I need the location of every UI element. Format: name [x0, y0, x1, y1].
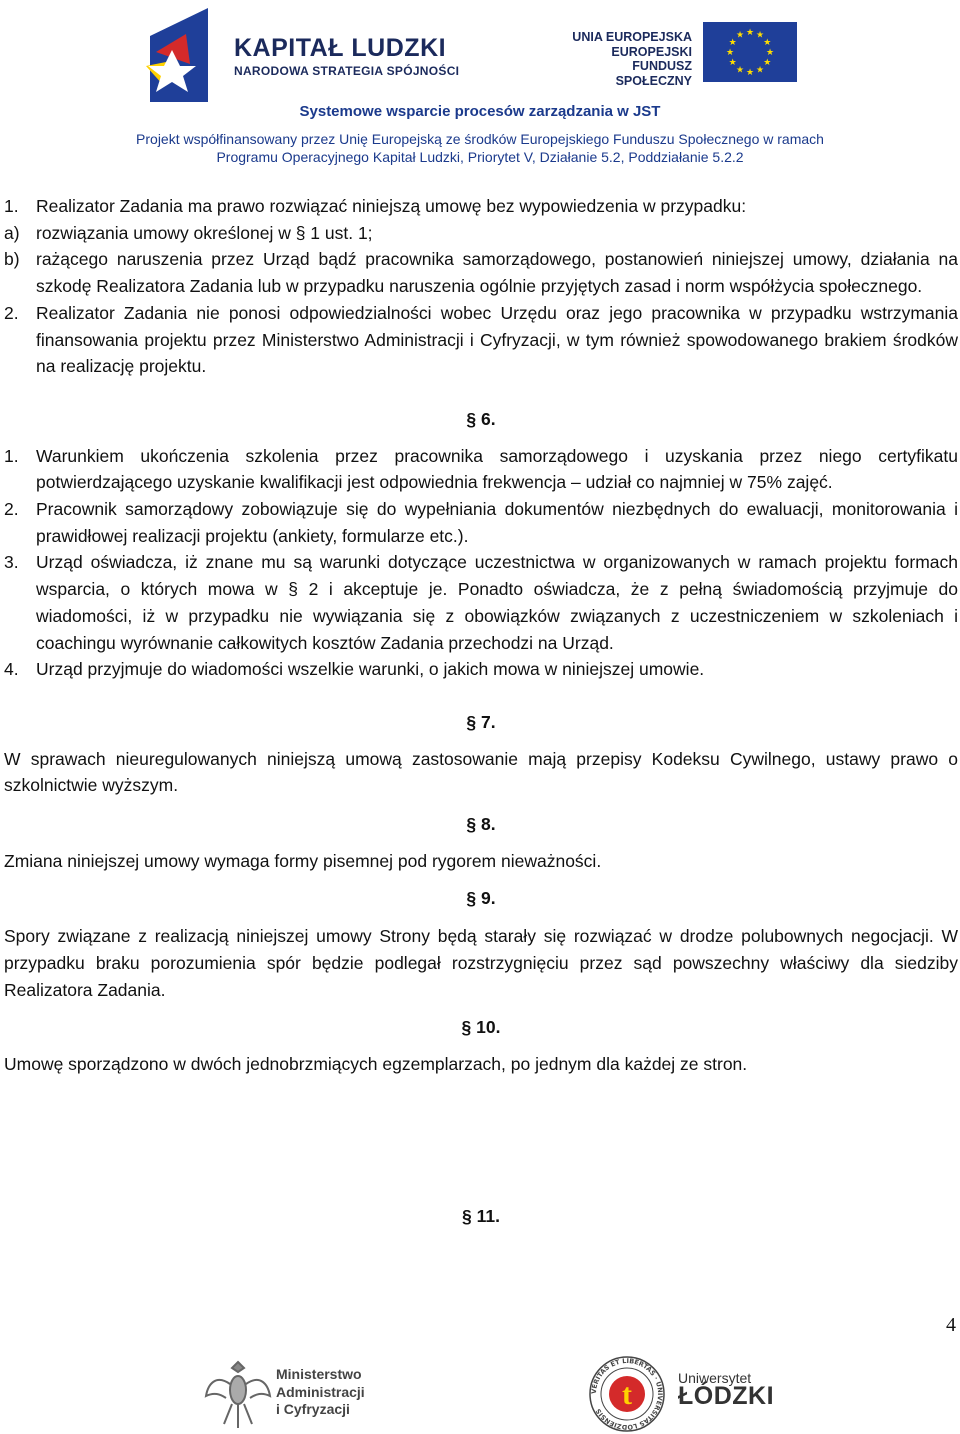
eu-star-icon: ★ [763, 37, 772, 47]
kapital-ludzki-title: KAPITAŁ LUDZKI [234, 34, 447, 62]
eu-star-icon: ★ [763, 57, 772, 67]
paragraph: Urząd oświadcza, iż znane mu są warunki dotyczące uczestnictwa w organizowanych w ramach projektu formach wsparcia, o których mowa w § 2 i akceptuje je. Ponadto oświadcza, że z pełną świadomością przyjmuje do wiadomości, iż w przypadku nie wywiązania się z obowiązków związanych z uczestniczeniem w szkoleniach i coachingu wyrównanie całkowitych kosztów Zadania przechodzi na Urząd. [36, 552, 958, 653]
list-item: 2. Realizator Zadania nie ponosi odpowiedzialności wobec Urzędu oraz jego pracownika w przypadku wstrzymania finansowania projektu przez Ministerstwo Administracji i Cyfryzacji, w tym również spowodowanego brakiem środków na realizację projektu. [4, 300, 958, 380]
eu-label: UNIA EUROPEJSKA EUROPEJSKI FUNDUSZ SPOŁECZNY [572, 30, 692, 88]
eu-star-icon: ★ [755, 64, 765, 75]
list-item: 1. Warunkiem ukończenia szkolenia przez pracownika samorządowego i uzyskania przez niego certyfikatu potwierdzającego uzyskanie kwalifikacji jest odpowiednia frekwencja – udział co najmniej w 75% zajęć. [4, 443, 958, 496]
eu-star-icon: ★ [735, 64, 745, 75]
paragraph: Zmiana niniejszej umowy wymaga formy pisemnej pod rygorem nieważności. [4, 850, 602, 871]
paragraph: Warunkiem ukończenia szkolenia przez pracownika samorządowego i uzyskania przez niego certyfikatu potwierdzającego uzyskanie kwalifikacji jest odpowiednia frekwencja – udział co najmniej w 75% zajęć. [36, 445, 958, 493]
ministry-name: Ministerstwo Administracji i Cyfryzacji [276, 1366, 365, 1417]
section-heading: § 7. [466, 711, 496, 732]
section-heading: § 6. [466, 408, 496, 429]
section-heading: § 9. [466, 888, 496, 909]
project-funding-line-1: Projekt współfinansowany przez Unię Europejską ze środków Europejskiego Funduszu Społecznego w ramach [136, 131, 824, 147]
paragraph: Realizator Zadania ma prawo rozwiązać niniejszą umowę bez wypowiedzenia w przypadku: [36, 196, 747, 216]
paragraph: Umowę sporządzono w dwóch jednobrzmiących egzemplarzach, po jednym dla każdej ze stron. [4, 1053, 748, 1074]
paragraph: rozwiązania umowy określonej w § 1 ust. 1; [36, 222, 373, 243]
eu-flag-icon [703, 22, 797, 82]
eu-star-icon: ★ [725, 47, 735, 57]
paragraph: Urząd przyjmuje do wiadomości wszelkie warunki, o jakich mowa w niniejszej umowie. [36, 659, 705, 680]
section-heading: § 10. [461, 1017, 501, 1038]
list-item: a) rozwiązania umowy określonej w § 1 ust. 1; [4, 220, 958, 247]
project-title: Systemowe wsparcie procesów zarządzania w JST [299, 103, 661, 120]
list-item: 4. Urząd przyjmuje do wiadomości wszelkie warunki, o jakich mowa w niniejszej umowie. [4, 656, 958, 683]
university-name: Uniwersytet ŁÓDZKI [678, 1370, 775, 1410]
eu-star-icon: ★ [728, 37, 737, 47]
paragraph: Pracownik samorządowy zobowiązuje się do wypełniania dokumentów niezbędnych do ewaluacji, monitorowania i prawidłowej realizacji projektu (ankiety, formularze etc.). [36, 499, 958, 546]
polish-eagle-icon [204, 1356, 272, 1432]
document-body [4, 193, 958, 1229]
paragraph: rażącego naruszenia przez Urząd bądź pracownika samorządowego, postanowień niniejszej umowy, działania na szkodę Realizatora Zadania lub w przypadku naruszenia ogólnie przyjętych zasad i norm współżycia społecznego. [36, 249, 958, 297]
page-number: 4 [946, 1314, 956, 1336]
page-header [0, 0, 960, 170]
paragraph: W sprawach nieuregulowanych niniejszą umową zastosowanie mają przepisy Kodeksu Cywilnego, ustawy prawo o szkolnictwie wyższym. [4, 748, 958, 796]
paragraph: Spory związane z realizacją niniejszej umowy Strony będą starały się rozwiązać w drodze polubownych negocjacji. W przypadku braku porozumienia spór będzie podlegał rozstrzygnięciu przez sąd powszechny właściwy dla siedziby Realizatora Zadania. [4, 926, 958, 1000]
project-funding-line-2: Programu Operacyjnego Kapitał Ludzki, Priorytet V, Działanie 5.2, Poddziałanie 5.2.2 [216, 149, 744, 165]
svg-text:t: t [622, 1378, 632, 1411]
eu-star-icon: ★ [745, 67, 755, 77]
list-item: 3. Urząd oświadcza, iż znane mu są warunki dotyczące uczestnictwa w organizowanych w ramach projektu formach wsparcia, o których mowa w § 2 i akceptuje je. Ponadto oświadcza, że z pełną świadomością przyjmuje do wiadomości, iż w przypadku nie wywiązania się z obowiązków związanych z uczestniczeniem w szkoleniach i coachingu wyrównanie całkowitych kosztów Zadania przechodzi na Urząd. [4, 549, 958, 656]
seal-text: VERITAS ET LIBERTAS · UNIVERSITAS LODZIENSIS [589, 1356, 665, 1432]
university-seal-icon [586, 1354, 668, 1434]
eu-star-icon: ★ [745, 27, 755, 37]
paragraph: Realizator Zadania nie ponosi odpowiedzialności wobec Urzędu oraz jego pracownika w przypadku wstrzymania finansowania projektu przez Ministerstwo Administracji i Cyfryzacji, w tym również spowodowanego brakiem środków na realizację projektu. [36, 302, 958, 377]
section-heading: § 11. [462, 1205, 500, 1226]
eu-star-icon: ★ [755, 29, 765, 40]
list-item: 1. Realizator Zadania ma prawo rozwiązać niniejszą umowę bez wypowiedzenia w przypadku: [4, 193, 958, 220]
section-heading: § 8. [466, 814, 496, 835]
eu-star-icon: ★ [765, 47, 775, 57]
list-item: 2. Pracownik samorządowy zobowiązuje się do wypełniania dokumentów niezbędnych do ewaluacji, monitorowania i prawidłowej realizacji projektu (ankiety, formularze etc.). [4, 496, 958, 549]
eu-star-icon: ★ [735, 29, 745, 40]
list-item: b) rażącego naruszenia przez Urząd bądź pracownika samorządowego, postanowień niniejszej umowy, działania na szkodę Realizatora Zadania lub w przypadku naruszenia ogólnie przyjętych zasad i norm współżycia społecznego. [4, 246, 958, 299]
page-footer [0, 1350, 960, 1434]
kapital-ludzki-subtitle: NARODOWA STRATEGIA SPÓJNOŚCI [234, 64, 460, 78]
eu-star-icon: ★ [728, 57, 737, 67]
